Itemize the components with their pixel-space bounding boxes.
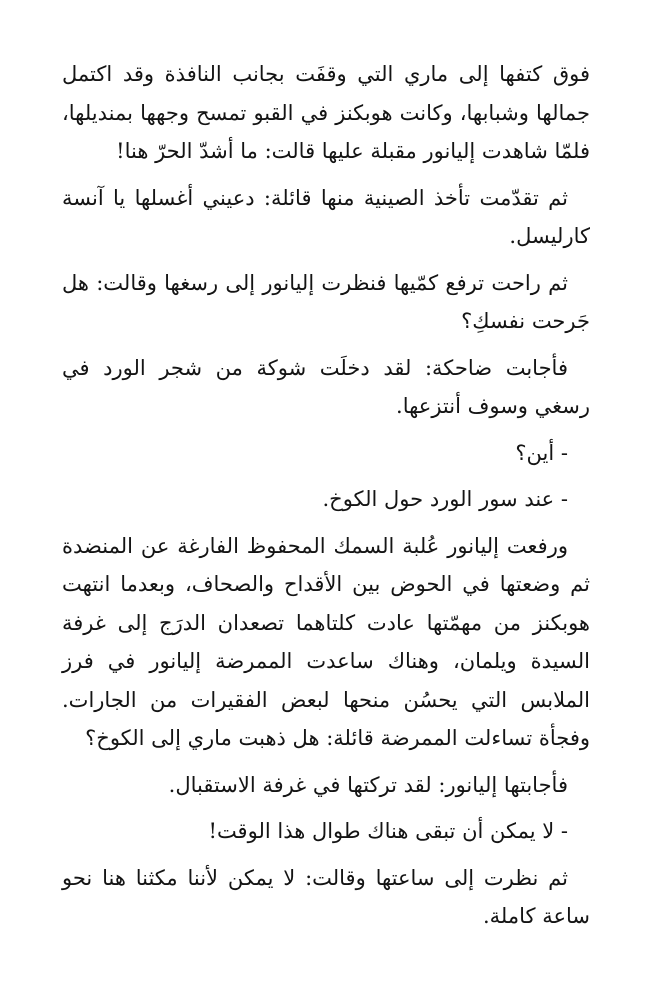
paragraph-5: ورفعت إليانور عُلبة السمك المحفوظ الفارغة عن المنضدة ثم وضعتها في الحوض بين الأقداح والصحاف، وبعدما انتهت هوبكنز من مهمّتها عادت كلتاهما تصعدان الدرَج إلى غرفة السيدة ويلمان، وهناك ساعدت الممرضة إليانور في فرز الملابس التي يحسُن منحها لبعض الفقيرات من الجارات. وفجأة تساءلت الممرضة قائلة: هل ذهبت ماري إلى الكوخ؟: [62, 533, 590, 750]
paragraph-3: ثم راحت ترفع كمّيها فنظرت إليانور إلى رسغها وقالت: هل جَرحت نفسكِ؟: [62, 270, 590, 333]
dialogue-line-1: - أين؟: [515, 440, 568, 465]
paragraph-2: ثم تقدّمت تأخذ الصينية منها قائلة: دعيني أغسلها يا آنسة كارليسل.: [62, 185, 590, 248]
dialogue-line-2: - عند سور الورد حول الكوخ.: [322, 487, 568, 511]
paragraph-1: فوق كتفها إلى ماري التي وقفَت بجانب النافذة وقد اكتمل جمالها وشبابها، وكانت هوبكنز في القبو تمسح وجهها بمنديلها، فلمّا شاهدت إليانور مقبلة عليها قالت: ما أشدّ الحرّ هنا!: [62, 62, 590, 163]
paragraph-6: فأجابتها إليانور: لقد تركتها في غرفة الاستقبال.: [168, 772, 568, 797]
paragraph-4: فأجابت ضاحكة: لقد دخلَت شوكة من شجر الورد في رسغي وسوف أنتزعها.: [62, 355, 590, 418]
paragraph-7: ثم نظرت إلى ساعتها وقالت: لا يمكن لأننا مكثنا هنا نحو ساعة كاملة.: [62, 865, 590, 928]
dialogue-line-3: - لا يمكن أن تبقى هناك طوال هذا الوقت!: [208, 819, 568, 843]
document-page: [62, 55, 590, 944]
